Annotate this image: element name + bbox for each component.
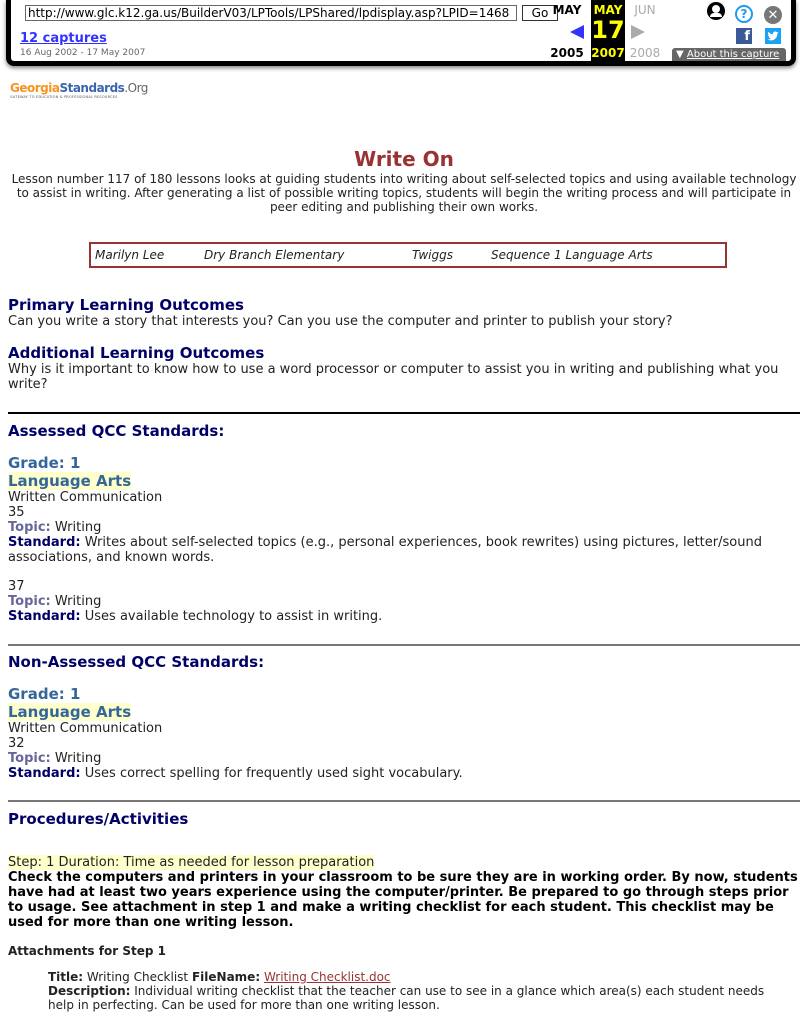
lesson-content: [8, 146, 800, 1012]
triangle-down-icon: ▼: [676, 49, 684, 60]
user-icon[interactable]: [707, 2, 725, 20]
additional-outcomes-section: [8, 344, 798, 392]
standard-label: Standard:: [8, 609, 81, 624]
topic-value: Writing: [54, 520, 102, 535]
wayback-toolbar: [6, 0, 796, 66]
attachment-description: Individual writing checklist that the teacher can use to see in a glance which area(s) each student needs help in perfecting. Can be used for more than one writing lesson.: [48, 984, 765, 1012]
georgiastandards-logo[interactable]: [10, 82, 148, 102]
url-input[interactable]: http://www.glc.k12.ga.us/BuilderV03/LPTools/LPShared/lpdisplay.asp?LPID=1468: [25, 5, 517, 21]
topic-value: Writing: [54, 594, 102, 609]
non-assessed-grade: Grade: 1: [8, 685, 81, 703]
next-capture-column[interactable]: [627, 0, 663, 61]
primary-outcomes-section: [8, 296, 672, 329]
meta-author: Marilyn Lee: [95, 248, 165, 262]
twitter-icon[interactable]: [765, 28, 781, 44]
attachment-title: Writing Checklist: [86, 970, 189, 984]
next-month: JUN: [634, 3, 656, 17]
standard-number: 35: [8, 505, 25, 520]
current-day: 17: [591, 16, 625, 44]
standard-topic: [8, 751, 800, 766]
captures-link[interactable]: 12 captures: [20, 31, 107, 46]
capture-date-range: 16 Aug 2002 - 17 May 2007: [20, 48, 146, 58]
standard-number: 37: [8, 579, 25, 594]
current-year: 2007: [591, 46, 625, 60]
meta-sequence: Sequence 1 Language Arts: [491, 248, 653, 262]
standard-label: Standard:: [8, 535, 81, 550]
non-assessed-subject: Language Arts: [8, 703, 132, 721]
facebook-icon[interactable]: f: [736, 28, 752, 44]
next-year: 2008: [629, 46, 661, 60]
attachments-heading: Attachments for Step 1: [8, 944, 166, 958]
current-month: MAY: [593, 3, 623, 17]
close-icon[interactable]: ✕: [764, 6, 782, 24]
help-icon[interactable]: ?: [735, 5, 753, 23]
additional-outcomes-heading: Additional Learning Outcomes: [8, 344, 265, 362]
section-divider: [8, 412, 800, 414]
section-divider: [8, 800, 800, 802]
standard-number: 32: [8, 736, 25, 751]
topic-label: Topic:: [8, 594, 51, 609]
assessed-subject: Language Arts: [8, 472, 132, 490]
topic-value: Writing: [54, 751, 102, 766]
attachment-description-label: Description:: [48, 984, 131, 998]
standard-topic: [8, 520, 800, 535]
meta-county: Twiggs: [412, 248, 453, 262]
assessed-standards-heading: Assessed QCC Standards:: [8, 422, 225, 440]
about-capture-label: About this capture: [686, 49, 780, 60]
procedures-heading: Procedures/Activities: [8, 810, 189, 828]
lesson-summary: Lesson number 117 of 180 lessons looks at guiding students into writing about self-selected topics and using available technology to assist in writing. After generating a list of possible writing topics, students will begin the writing process and will participate in peer editing and publishing their own works.: [11, 172, 797, 214]
about-capture-button[interactable]: [672, 48, 786, 61]
standard-value: Writes about self-selected topics (e.g., personal experiences, book rewrites) using pictures, letter/sound associations, and known words.: [8, 535, 762, 565]
attachment-item: [48, 970, 778, 1012]
attachment-filename-label: FileName:: [191, 970, 261, 984]
non-assessed-standards-heading: Non-Assessed QCC Standards:: [8, 653, 265, 671]
standard-label: Standard:: [8, 766, 81, 781]
standard-topic: [8, 594, 800, 609]
assessed-grade: Grade: 1: [8, 454, 81, 472]
standard-description: [8, 766, 800, 781]
assessed-standards-section: [8, 422, 800, 624]
additional-outcomes-text: Why is it important to know how to use a word processor or computer to assist you in writing and publishing what you write?: [8, 362, 779, 392]
logo-tagline: GATEWAY TO EDUCATION & PROFESSIONAL RESOURCES: [10, 95, 118, 99]
primary-outcomes-heading: Primary Learning Outcomes: [8, 296, 244, 314]
prev-month: MAY: [552, 3, 582, 17]
logo-part-georgia: Georgia: [10, 81, 60, 95]
standard-value: Uses correct spelling for frequently used sight vocabulary.: [84, 766, 463, 781]
standard-description: [8, 609, 800, 624]
primary-outcomes-text: Can you write a story that interests you? Can you use the computer and printer to publish your story?: [8, 314, 673, 329]
attachment-file-link[interactable]: Writing Checklist.doc: [263, 970, 391, 984]
topic-label: Topic:: [8, 751, 51, 766]
current-capture-column: [591, 0, 625, 61]
logo-part-standards: Standards: [59, 81, 125, 95]
step-body: Check the computers and printers in your classroom to be sure they are in working order. By now, students have had at least two years experience using the computer/printer. Be prepared to go through steps prior to usage. See attachment in step 1 and make a writing checklist for each student. This checklist may be used for more than one writing lesson.: [8, 870, 798, 930]
go-button[interactable]: Go: [522, 5, 558, 21]
procedures-section: [8, 810, 800, 1012]
assessed-strand: Written Communication: [8, 490, 163, 505]
logo-part-org: .Org: [124, 81, 148, 95]
prev-arrow-icon[interactable]: [570, 25, 584, 39]
topic-label: Topic:: [8, 520, 51, 535]
logo-wordmark: [10, 82, 148, 94]
prev-year[interactable]: 2005: [550, 46, 584, 60]
standard-description: [8, 535, 800, 565]
lesson-meta-table: [89, 242, 727, 268]
attachment-title-label: Title:: [48, 970, 84, 984]
step-header: Step: 1 Duration: Time as needed for lesson preparation: [8, 855, 375, 870]
non-assessed-strand: Written Communication: [8, 721, 163, 736]
non-assessed-standards-section: [8, 653, 800, 781]
standard-value: Uses available technology to assist in writing.: [84, 609, 383, 624]
section-divider: [8, 644, 800, 646]
lesson-title: Write On: [354, 147, 454, 171]
meta-school: Dry Branch Elementary: [204, 248, 345, 262]
